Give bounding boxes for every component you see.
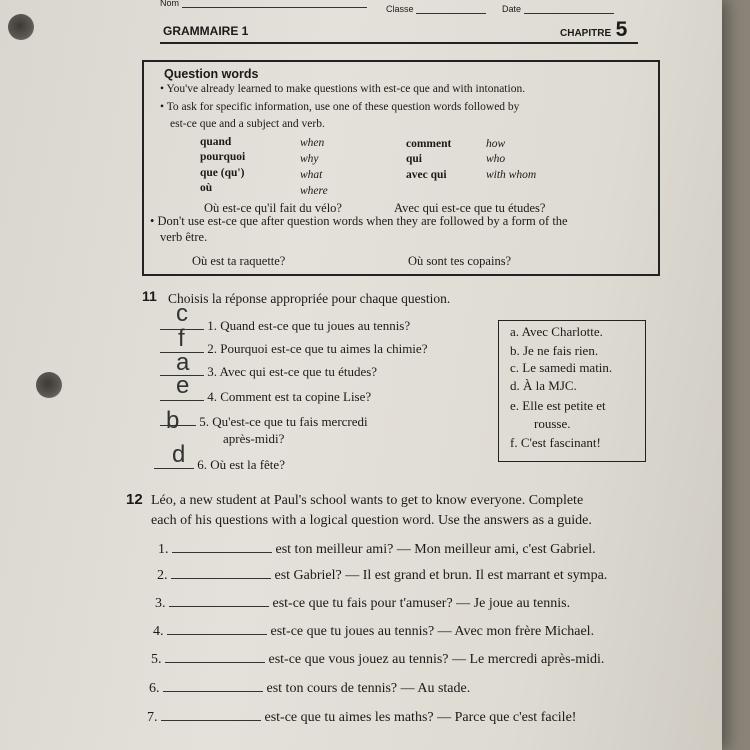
header-rule [160,42,638,44]
answer-blank[interactable] [169,605,269,607]
example-1: Où est-ce qu'il fait du vélo? [204,201,342,215]
word-fr: où [200,182,213,194]
word-en: when [300,137,325,149]
chapter-label: CHAPITRE 5 [560,18,628,41]
word-fr: que (qu') [200,167,245,179]
choice-item-continued: rousse. [534,416,571,431]
answer-blank[interactable] [167,633,267,635]
exercise-12-instruction-line1: Léo, a new student at Paul's school wants to get to know everyone. Complete [151,493,584,508]
answer-blank[interactable] [172,551,272,553]
question-row[interactable]: 1. Quand est-ce que tu joues au tennis? [160,318,410,334]
example-3: Où est ta raquette? [192,254,286,268]
handwritten-answer: c [176,300,188,327]
box-bullet-2-line1: • To ask for specific information, use one of these question words followed by [160,101,520,113]
handwritten-answer: d [172,441,186,468]
answer-blank[interactable] [163,690,263,692]
fill-in-row[interactable]: 3. est-ce que tu fais pour t'amuser? — Je joue au tennis. [155,596,571,611]
word-en: who [486,153,506,165]
handwritten-answer: a [176,349,190,376]
exercise-11-number: 11 [142,288,157,304]
question-row[interactable]: 6. Où est la fête? [154,457,285,473]
word-fr: avec qui [406,169,447,181]
answer-blank[interactable] [165,661,265,663]
question-row[interactable]: 5. Qu'est-ce que tu fais mercredi [160,414,368,430]
question-row[interactable]: 2. Pourquoi est-ce que tu aimes la chimie? [160,341,427,357]
word-en: how [486,138,506,150]
word-en: with whom [486,169,537,181]
name-field[interactable]: Nom [160,0,367,8]
box-bullet-1: • You've already learned to make questions with est-ce que and with intonation. [160,83,526,95]
exercise-12-instruction-line2: each of his questions with a logical question word. Use the answers as a guide. [151,513,592,528]
answer-blank[interactable] [161,719,261,721]
section-title: GRAMMAIRE 1 [163,24,249,38]
fill-in-row[interactable]: 7. est-ce que tu aimes les maths? — Parce que c'est facile! [147,710,577,725]
question-row[interactable]: 4. Comment est ta copine Lise? [160,389,371,405]
box-bullet-3-line2: verb être. [160,230,208,244]
binder-hole-middle [36,372,62,398]
box-title: Question words [164,67,259,81]
word-en: what [300,169,323,181]
word-en: why [300,153,319,165]
handwritten-answer: b [166,407,180,434]
box-bullet-3-line1: • Don't use est-ce que after question words when they are followed by a form of the [150,214,568,228]
word-fr: pourquoi [200,151,246,163]
exercise-12-number: 12 [126,491,143,508]
fill-in-row[interactable]: 6. est ton cours de tennis? — Au stade. [149,681,471,696]
word-fr: comment [406,138,452,150]
choice-item: c. Le samedi matin. [510,360,613,375]
fill-in-row[interactable]: 4. est-ce que tu joues au tennis? — Avec mon frère Michael. [153,624,595,639]
example-4: Où sont tes copains? [408,254,512,268]
choice-item: a. Avec Charlotte. [510,324,603,339]
word-fr: qui [406,153,422,165]
fill-in-row[interactable]: 2. est Gabriel? — Il est grand et brun. Il est marrant et sympa. [157,568,608,583]
answer-blank[interactable] [171,577,271,579]
question-row[interactable]: 3. Avec qui est-ce que tu études? [160,364,377,380]
example-2: Avec qui est-ce que tu études? [394,201,546,215]
choice-item: e. Elle est petite et [510,398,606,413]
box-bullet-2-line2: est-ce que and a subject and verb. [170,118,325,130]
choice-item: d. À la MJC. [510,378,577,393]
choice-item: b. Je ne fais rien. [510,343,599,358]
fill-in-row[interactable]: 5. est-ce que vous jouez au tennis? — Le mercredi après-midi. [151,652,605,667]
choice-item: f. C'est fascinant! [510,435,601,450]
handwritten-answer: f [178,325,185,352]
binder-hole-top [8,14,34,40]
fill-in-row[interactable]: 1. est ton meilleur ami? — Mon meilleur ami, c'est Gabriel. [158,542,596,557]
word-fr: quand [200,136,232,148]
date-field[interactable]: Date [502,4,614,14]
question-row-continued: après-midi? [223,431,285,446]
exercise-11-instruction: Choisis la réponse appropriée pour chaque question. [168,291,451,306]
word-en: where [300,185,328,197]
classe-field[interactable]: Classe [386,4,486,14]
handwritten-answer: e [176,372,190,399]
